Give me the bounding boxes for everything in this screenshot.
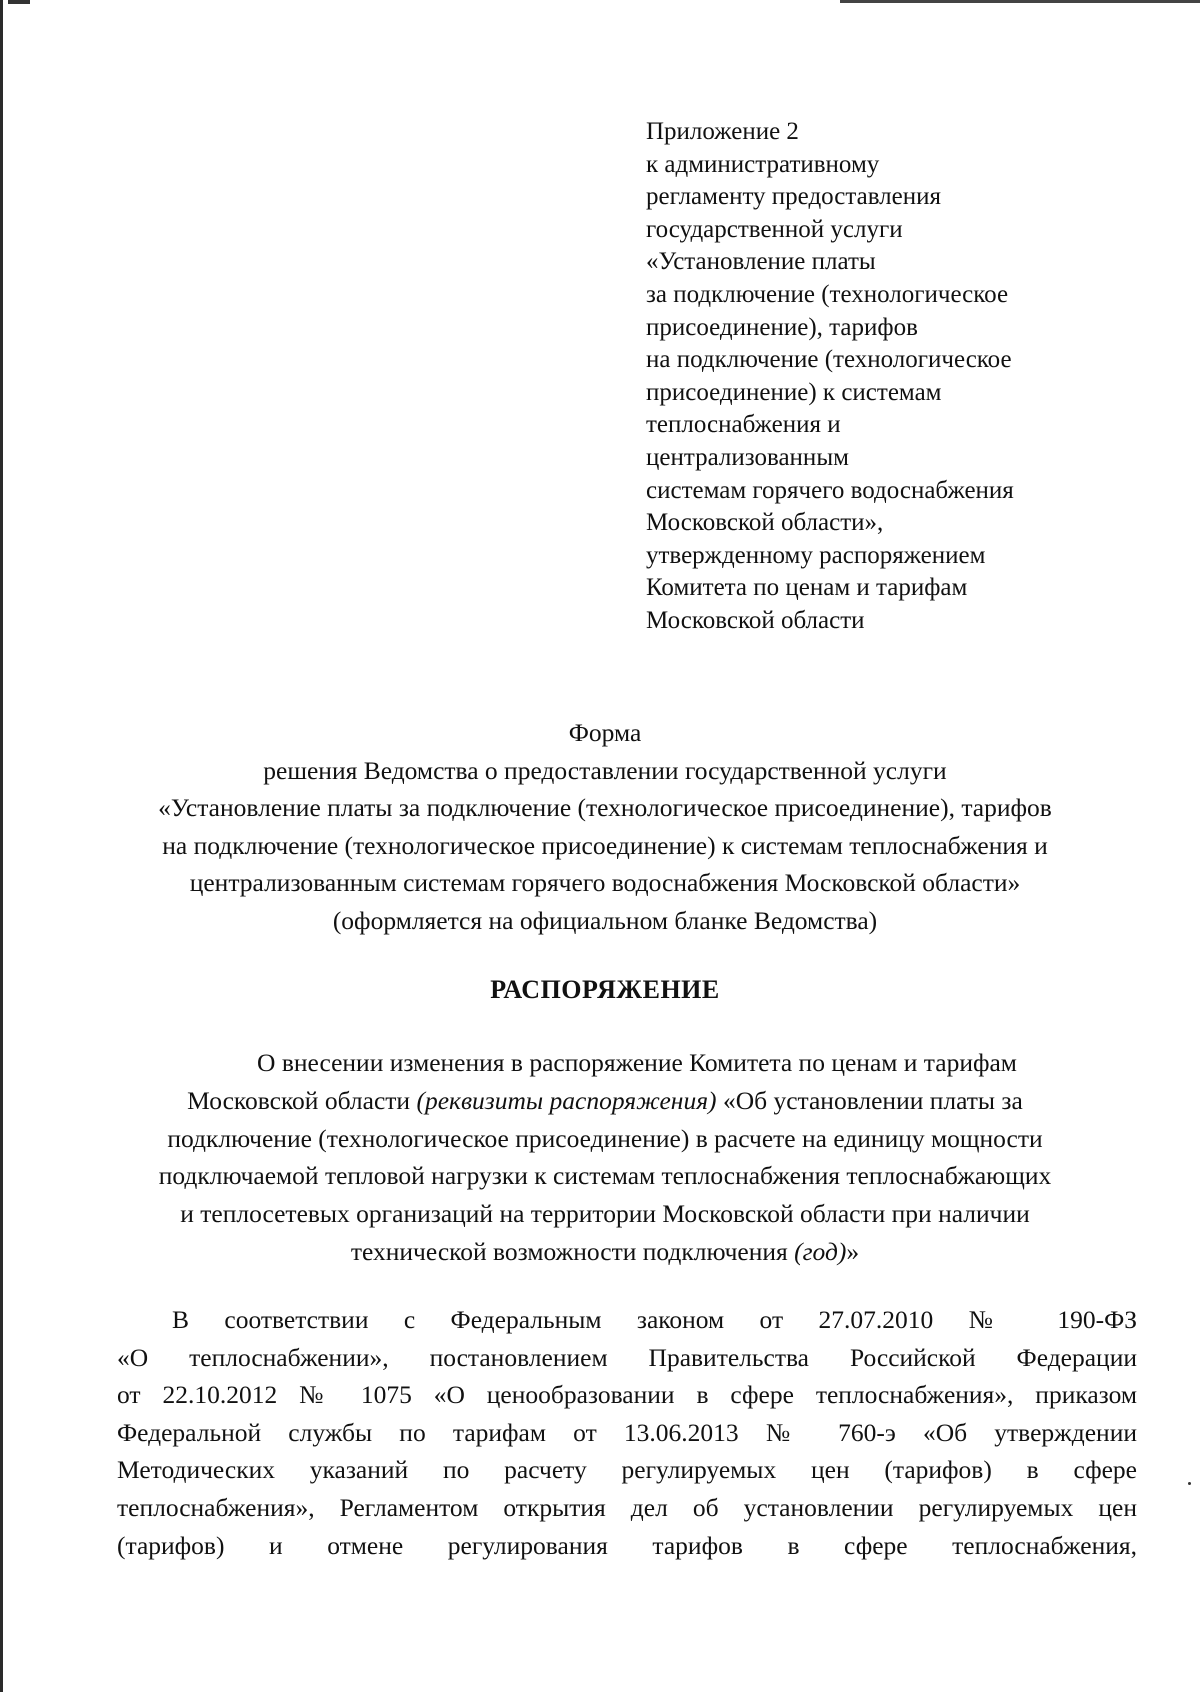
body-line: теплоснабжения», Регламентом открытия дел об установлении регулируемых цен — [117, 1492, 1137, 1522]
appendix-line: на подключение (технологическое — [646, 346, 1012, 374]
body-line: от 22.10.2012 № 1075 «О ценообразовании в сфере теплоснабжения», приказом — [117, 1380, 1137, 1410]
appendix-line: Комитета по ценам и тарифам — [646, 574, 968, 602]
body-line: В соответствии с Федеральным законом от 27.07.2010 № 190-ФЗ — [172, 1305, 1137, 1334]
form-note: (оформляется на официальном бланке Ведомства) — [332, 905, 878, 935]
order-title: РАСПОРЯЖЕНИЕ — [490, 975, 720, 1004]
subject-line — [90, 1082, 1120, 1120]
subject-line — [90, 1233, 1120, 1271]
appendix-line: теплоснабжения и — [646, 411, 841, 439]
body-line: (тарифов) и отмене регулирования тарифов в сфере теплоснабжения, — [117, 1530, 1137, 1560]
body-paragraph — [117, 1301, 1137, 1564]
form-line: на подключение (технологическое присоединение) к системам теплоснабжения и — [162, 830, 1048, 860]
appendix-line: системам горячего водоснабжения — [646, 476, 1014, 504]
appendix-line: утвержденному распоряжением — [646, 541, 986, 569]
form-line: «Установление платы за подключение (технологическое присоединение), тарифов — [158, 793, 1052, 822]
subject-line: и теплосетевых организаций на территории Московской области при наличии — [180, 1199, 1030, 1229]
appendix-line: Приложение 2 — [646, 118, 799, 145]
appendix-line: регламенту предоставления — [646, 183, 942, 211]
order-subject — [90, 1044, 1120, 1271]
form-label: Форма — [568, 718, 642, 747]
form-heading — [90, 714, 1120, 939]
body-line: «О теплоснабжении», постановлением Правительства Российской Федерации — [117, 1342, 1137, 1372]
subject-placeholder: (год) — [794, 1236, 847, 1266]
subject-line: О внесении изменения в распоряжение Комитета по ценам и тарифам — [257, 1048, 1017, 1077]
scan-edge — [0, 0, 3, 1692]
subject-placeholder: (реквизиты распоряжения) — [416, 1085, 717, 1115]
subject-text: технической возможности подключения — [350, 1236, 795, 1266]
subject-text: «Об установлении платы за — [716, 1085, 1023, 1115]
body-line: Федеральной службы по тарифам от 13.06.2013 № 760-э «Об утверждении — [117, 1417, 1137, 1447]
appendix-line: к административному — [646, 150, 880, 178]
subject-line: подключение (технологическое присоединение) в расчете на единицу мощности — [167, 1123, 1043, 1153]
appendix-line: присоединение) к системам — [646, 378, 942, 406]
body-line: Методических указаний по расчету регулируемых цен (тарифов) в сфере — [117, 1455, 1137, 1485]
scan-mark — [840, 0, 1200, 3]
appendix-line: централизованным — [646, 443, 849, 471]
form-line: централизованным системам горячего водоснабжения Московской области» — [189, 868, 1021, 897]
appendix-line: государственной услуги — [646, 215, 903, 243]
subject-text: Московской области — [187, 1085, 417, 1115]
scan-mark — [8, 0, 30, 4]
appendix-line: Московской области», — [646, 509, 884, 537]
form-line: решения Ведомства о предоставлении государственной услуги — [263, 755, 947, 785]
appendix-header — [646, 116, 1166, 638]
subject-line: подключаемой тепловой нагрузки к системам теплоснабжения теплоснабжающих — [158, 1161, 1052, 1191]
appendix-line: «Установление платы — [646, 248, 876, 276]
appendix-line: присоединение), тарифов — [646, 313, 918, 341]
appendix-line: Московской области — [646, 606, 865, 634]
appendix-line: за подключение (технологическое — [646, 280, 1009, 308]
scan-speck — [1188, 1482, 1191, 1485]
subject-text: » — [846, 1236, 860, 1266]
